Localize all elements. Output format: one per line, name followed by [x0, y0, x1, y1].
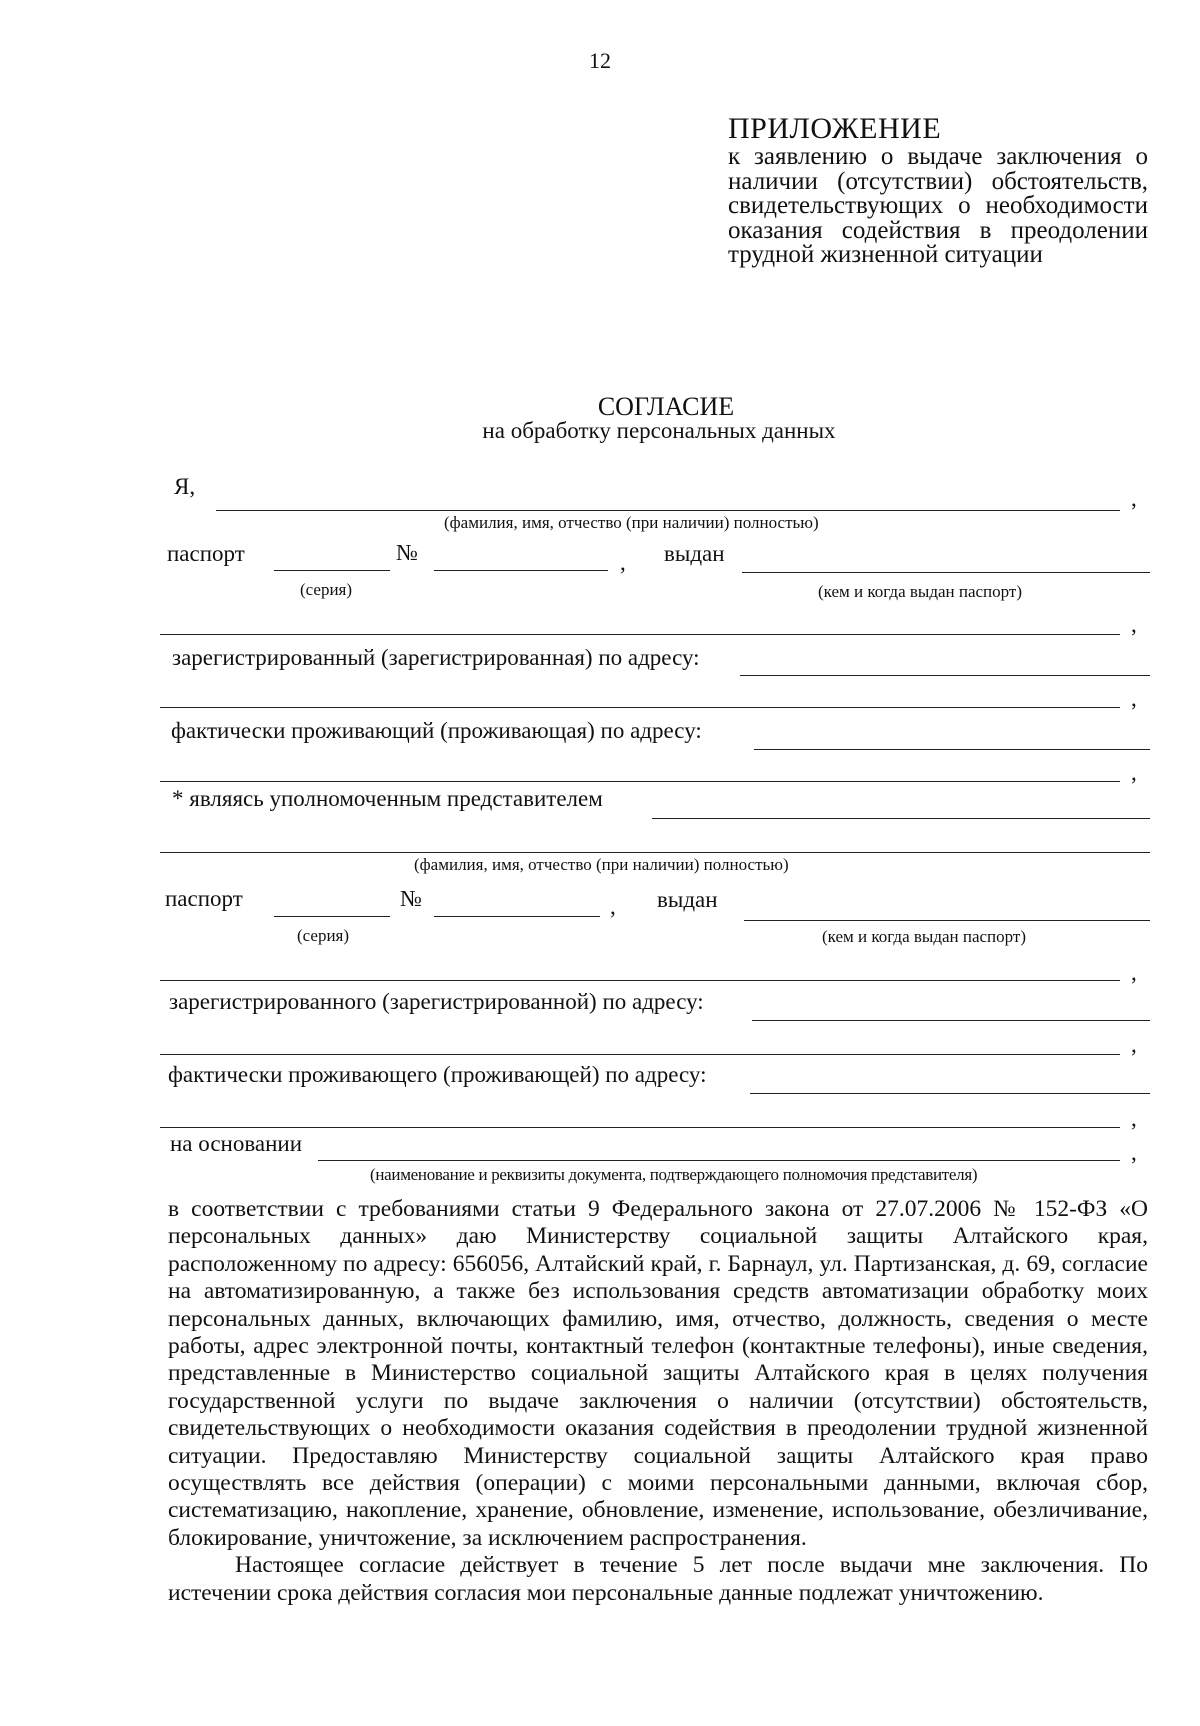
appendix-block — [728, 113, 1148, 268]
series-caption: (серия) — [300, 580, 353, 599]
issued-label: выдан — [664, 541, 725, 566]
passport-issued-field-continued[interactable] — [160, 634, 1120, 635]
rep-issued-caption: (кем и когда выдан паспорт) — [822, 927, 1027, 946]
passport-label: паспорт — [167, 541, 245, 566]
comma: , — [1131, 760, 1137, 785]
rep-number-sign: № — [400, 886, 422, 911]
fio-caption: (фамилия, имя, отчество (при наличии) полностью) — [444, 513, 819, 532]
document-subtitle: на обработку персональных данных — [482, 418, 836, 443]
registered-address-label: зарегистрированный (зарегистрированная) по адресу: — [172, 645, 700, 670]
comma: , — [1131, 686, 1137, 711]
comma: , — [620, 550, 626, 575]
fio-field[interactable] — [216, 510, 1120, 511]
rep-actual-address-field-continued[interactable] — [160, 1127, 1120, 1128]
comma: , — [1131, 1032, 1137, 1057]
rep-registered-address-label: зарегистрированного (зарегистрированной) по адресу: — [169, 989, 704, 1014]
comma: , — [1131, 1106, 1137, 1131]
registered-address-field[interactable] — [740, 675, 1150, 676]
ya-label: Я, — [174, 474, 196, 499]
document-title: СОГЛАСИЕ — [597, 392, 735, 421]
actual-address-field[interactable] — [754, 749, 1150, 750]
issued-caption: (кем и когда выдан паспорт) — [818, 582, 1023, 601]
appendix-title: ПРИЛОЖЕНИЕ — [728, 112, 942, 145]
basis-field[interactable] — [318, 1160, 1120, 1161]
rep-passport-issued-field[interactable] — [744, 920, 1150, 921]
representative-field-continued[interactable] — [160, 852, 1150, 853]
appendix-text: к заявлению о выдаче заключения о наличии (отсутствии) обстоятельств, свидетельствующих о необходимости оказания содействия в преодолении трудной жизненной ситуации — [728, 143, 1148, 268]
page-number: 12 — [589, 48, 611, 73]
rep-passport-number-field[interactable] — [434, 916, 600, 917]
comma: , — [1131, 612, 1137, 637]
basis-caption: (наименование и реквизиты документа, подтверждающего полномочия представителя) — [370, 1165, 978, 1184]
rep-passport-series-field[interactable] — [274, 916, 390, 917]
number-sign: № — [396, 540, 418, 565]
passport-issued-field[interactable] — [742, 572, 1150, 573]
rep-issued-label: выдан — [657, 887, 718, 912]
passport-series-field[interactable] — [274, 570, 390, 571]
registered-address-field-continued[interactable] — [160, 707, 1120, 708]
consent-paragraph-1: в соответствии с требованиями статьи 9 Федерального закона от 27.07.2006 № 152-ФЗ «О персональных данных» даю Министерству социальной защиты Алтайского края, расположенному по адресу: 656056, Алтайский край, г. Барнаул, ул. Партизанская, д. 69, согласие на автоматизированную, а также без использования средств автоматизации обработку моих персональных данных, включающих фамилию, имя, отчество, должность, сведения о месте работы, адрес электронной почты, контактный телефон (контактные телефоны), иные сведения, представленные в Министерство социальной защиты Алтайского края в целях получения государственной услуги по выдаче заключения о наличии (отсутствии) обстоятельств, свидетельствующих о необходимости оказания содействия в преодолении трудной жизненной ситуации. Предоставляю Министерству социальной защиты Алтайского края право осуществлять все действия (операции) с моими персональными данными, включая сбор, систематизацию, накопление, хранение, обновление, изменение, использование, обезличивание, блокирование, уничтожение, за исключением распространения. — [168, 1196, 1148, 1551]
representative-field[interactable] — [652, 818, 1150, 819]
rep-fio-caption: (фамилия, имя, отчество (при наличии) полностью) — [414, 855, 789, 874]
consent-body — [168, 1196, 1148, 1607]
rep-passport-label: паспорт — [165, 886, 243, 911]
rep-registered-address-field[interactable] — [752, 1020, 1150, 1021]
basis-label: на основании — [170, 1131, 303, 1156]
consent-paragraph-2: Настоящее согласие действует в течение 5 лет после выдачи мне заключения. По истечении срока действия согласия мои персональные данные подлежат уничтожению. — [168, 1552, 1148, 1606]
comma: , — [1131, 960, 1137, 985]
comma: , — [610, 894, 616, 919]
actual-address-field-continued[interactable] — [160, 781, 1120, 782]
rep-passport-issued-field-continued[interactable] — [160, 980, 1120, 981]
comma: , — [1131, 486, 1137, 511]
rep-registered-address-field-continued[interactable] — [160, 1054, 1120, 1055]
rep-actual-address-field[interactable] — [750, 1093, 1150, 1094]
actual-address-label: фактически проживающий (проживающая) по адресу: — [171, 718, 702, 743]
rep-series-caption: (серия) — [297, 926, 350, 945]
representative-label: * являясь уполномоченным представителем — [172, 786, 603, 811]
passport-number-field[interactable] — [434, 570, 608, 571]
rep-actual-address-label: фактически проживающего (проживающей) по адресу: — [168, 1062, 707, 1087]
comma: , — [1131, 1140, 1137, 1165]
